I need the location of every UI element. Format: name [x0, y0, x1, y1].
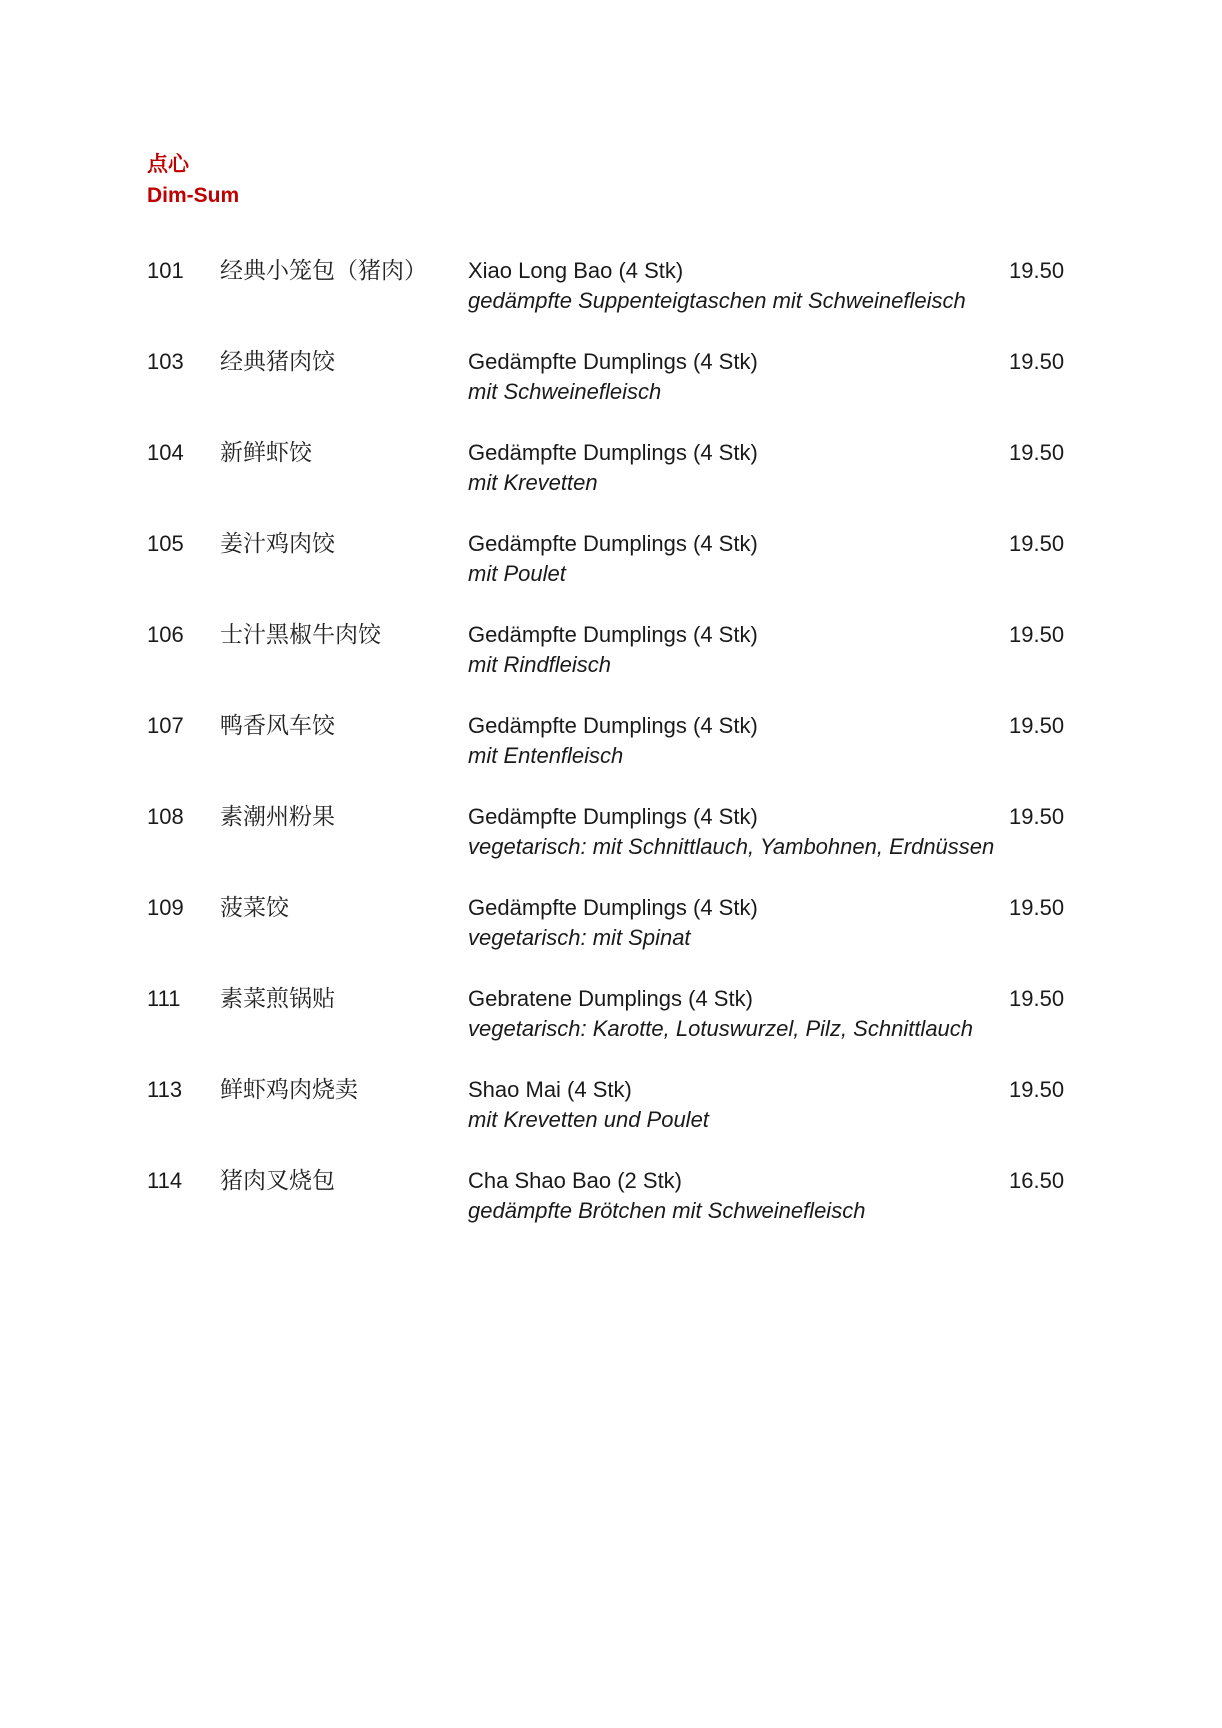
item-price: 19.50 — [1009, 713, 1065, 738]
item-name: Cha Shao Bao (2 Stk) — [468, 1168, 683, 1193]
item-description: vegetarisch: mit Spinat — [468, 925, 691, 950]
item-price: 19.50 — [1009, 258, 1065, 283]
item-chinese-name: 猪肉叉烧包 — [220, 1168, 335, 1194]
item-name: Shao Mai (4 Stk) — [468, 1077, 632, 1102]
item-name: Gedämpfte Dumplings (4 Stk) — [468, 895, 758, 920]
item-chinese-name: 素潮州粉果 — [220, 804, 335, 830]
menu-item-107 — [147, 711, 1067, 802]
menu-item-104 — [147, 438, 1067, 529]
item-chinese-name: 经典猪肉饺 — [220, 349, 335, 375]
item-number: 105 — [147, 531, 184, 556]
item-number: 107 — [147, 713, 184, 738]
item-price: 16.50 — [1009, 1168, 1065, 1193]
item-description: mit Rindfleisch — [468, 652, 612, 677]
section-heading — [147, 148, 239, 212]
section-heading-chinese: 点心 — [147, 152, 189, 176]
item-price: 19.50 — [1009, 440, 1065, 465]
menu-item-101 — [147, 256, 1067, 347]
item-name: Gedämpfte Dumplings (4 Stk) — [468, 804, 758, 829]
item-price: 19.50 — [1009, 1077, 1065, 1102]
item-description: gedämpfte Suppenteigtaschen mit Schweinefleisch — [468, 288, 966, 313]
item-chinese-name: 经典小笼包（猪肉） — [220, 258, 427, 284]
item-number: 114 — [147, 1168, 183, 1193]
item-description: mit Schweinefleisch — [468, 379, 662, 404]
item-number: 104 — [147, 440, 184, 465]
menu-item-106 — [147, 620, 1067, 711]
menu-item-114 — [147, 1166, 1067, 1257]
item-number: 111 — [147, 986, 181, 1011]
item-number: 101 — [147, 258, 184, 283]
item-chinese-name: 鸭香风车饺 — [220, 713, 335, 739]
item-number: 108 — [147, 804, 184, 829]
menu-item-105 — [147, 529, 1067, 620]
item-number: 103 — [147, 349, 184, 374]
section-heading-german: Dim-Sum — [147, 184, 240, 207]
item-chinese-name: 士汁黑椒牛肉饺 — [220, 622, 381, 648]
item-number: 113 — [147, 1077, 183, 1102]
item-description: mit Entenfleisch — [468, 743, 624, 768]
item-description: mit Krevetten und Poulet — [468, 1107, 709, 1132]
item-price: 19.50 — [1009, 349, 1065, 374]
item-chinese-name: 鲜虾鸡肉烧卖 — [220, 1077, 358, 1103]
item-name: Gebratene Dumplings (4 Stk) — [468, 986, 753, 1011]
item-description: mit Poulet — [468, 561, 566, 586]
item-chinese-name: 新鲜虾饺 — [220, 440, 312, 466]
menu-item-108 — [147, 802, 1067, 893]
item-chinese-name: 素菜煎锅贴 — [220, 986, 335, 1012]
menu-item-103 — [147, 347, 1067, 438]
item-price: 19.50 — [1009, 986, 1065, 1011]
item-name: Gedämpfte Dumplings (4 Stk) — [468, 440, 758, 465]
item-description: mit Krevetten — [468, 470, 598, 495]
item-price: 19.50 — [1009, 895, 1065, 920]
item-description: vegetarisch: Karotte, Lotuswurzel, Pilz, Schnittlauch — [468, 1016, 974, 1041]
item-name: Gedämpfte Dumplings (4 Stk) — [468, 349, 758, 374]
menu-item-113 — [147, 1075, 1067, 1166]
item-price: 19.50 — [1009, 622, 1065, 647]
item-chinese-name: 姜汁鸡肉饺 — [220, 531, 335, 557]
item-price: 19.50 — [1009, 804, 1065, 829]
item-name: Xiao Long Bao (4 Stk) — [468, 258, 684, 283]
item-price: 19.50 — [1009, 531, 1065, 556]
item-number: 106 — [147, 622, 184, 647]
item-name: Gedämpfte Dumplings (4 Stk) — [468, 622, 758, 647]
item-chinese-name: 菠菜饺 — [220, 895, 289, 921]
item-name: Gedämpfte Dumplings (4 Stk) — [468, 713, 758, 738]
menu-item-111 — [147, 984, 1067, 1075]
item-description: vegetarisch: mit Schnittlauch, Yambohnen, Erdnüssen — [468, 834, 995, 859]
item-description: gedämpfte Brötchen mit Schweinefleisch — [468, 1198, 866, 1223]
menu-list — [147, 256, 1067, 1257]
item-number: 109 — [147, 895, 184, 920]
menu-item-109 — [147, 893, 1067, 984]
item-name: Gedämpfte Dumplings (4 Stk) — [468, 531, 758, 556]
